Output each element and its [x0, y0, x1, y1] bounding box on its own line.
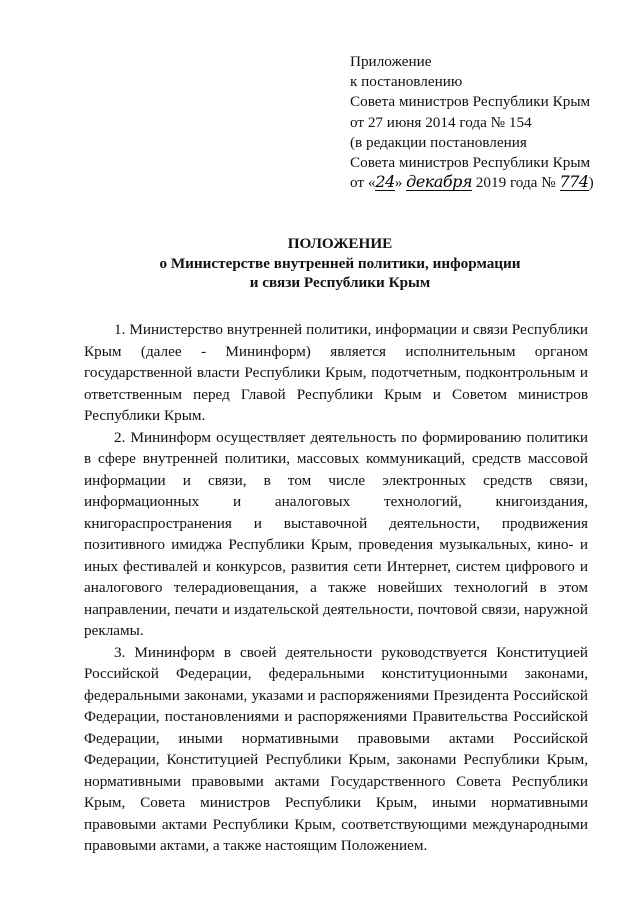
- handwritten-month: декабря: [406, 172, 472, 192]
- date-year: 2019 года №: [475, 174, 556, 192]
- paragraph-1: 1. Министерство внутренней политики, информации и связи Республики Крым (далее - Мининформ) является исполнительным органом государственной власти Республики Крым, подотчетным, подконтрольным и ответственным перед Главой Республики Крым и Советом министров Республики Крым.: [84, 321, 588, 424]
- quote-close: »: [394, 174, 403, 192]
- appendix-header: [350, 52, 620, 193]
- appendix-line: Приложение: [350, 53, 432, 70]
- date-suffix: ): [588, 174, 594, 192]
- appendix-line: к постановлению: [350, 73, 463, 91]
- appendix-date-line: [350, 173, 620, 193]
- appendix-line: Совета министров Республики Крым: [350, 93, 591, 111]
- handwritten-number: 774: [559, 172, 589, 192]
- handwritten-day: 24: [375, 172, 395, 192]
- quote-open: «: [367, 174, 376, 192]
- title-heading: ПОЛОЖЕНИЕ: [287, 235, 393, 252]
- date-prefix: от: [350, 174, 365, 192]
- appendix-line: Совета министров Республики Крым: [350, 154, 591, 172]
- appendix-line: от 27 июня 2014 года № 154: [350, 113, 532, 131]
- paragraph-3: 3. Мининформ в своей деятельности руководствуется Конституцией Российской Федерации, федеральными конституционными законами, федеральными законами, указами и распоряжениями Президента Российской Федерации, постановлениями и распоряжениями Правительства Российской Федерации, иными нормативными правовыми актами Российской Федерации, Конституцией Республики Крым, законами Республики Крым, нормативными правовыми актами Государственного Совета Республики Крым, Совета министров Республики Крым, иными нормативными правовыми актами Республики Крым, соответствующими международными правовыми актами, а также настоящим Положением.: [84, 643, 588, 854]
- document-body: [84, 319, 588, 857]
- paragraph-2: 2. Мининформ осуществляет деятельность по формированию политики в сфере внутренней политики, массовых коммуникаций, средств массовой информации и связи, в том числе электронных средств связи, информационных и аналоговых технологий, книгоиздания, книгораспространения и выставочной деятельности, продвижения позитивного имиджа Республики Крым, проведения музыкальных, кино- и иных фестивалей и конкурсов, развития сети Интернет, систем цифрового и аналогового телерадиовещания, а также новейших технологий в этом направлении, печати и издательской деятельности, почтовой связи, наружной рекламы.: [84, 428, 588, 639]
- title-subtitle-line: и связи Республики Крым: [249, 274, 431, 291]
- title-subtitle-line: о Министерстве внутренней политики, информации: [159, 254, 521, 272]
- appendix-line: (в редакции постановления: [350, 133, 527, 151]
- document-title: [90, 234, 590, 293]
